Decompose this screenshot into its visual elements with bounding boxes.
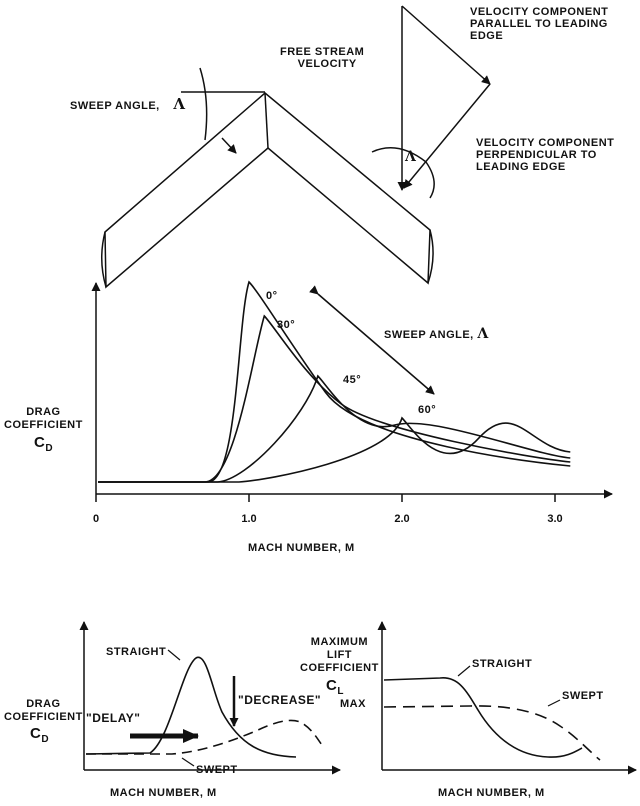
left-y-label-line-1: DRAG [26, 698, 61, 710]
free-stream-line-1: FREE STREAM [280, 46, 365, 58]
perpendicular-line-2: PERPENDICULAR TO [476, 149, 597, 161]
right-x-label: MACH NUMBER, M [438, 787, 545, 799]
sweep-angle-label [70, 95, 186, 113]
right-y-label-line-1: MAXIMUM [310, 636, 369, 648]
perpendicular-component-label [476, 137, 614, 173]
right-y-symbol-max: MAX [340, 698, 366, 710]
right-y-label-line-3: COEFFICIENT [300, 662, 379, 674]
main-x-label: MACH NUMBER, M [248, 542, 355, 554]
x-tick-label: 1.0 [241, 513, 257, 525]
wing-root-chord [265, 93, 268, 148]
straight-leader-line [168, 650, 180, 660]
x-tick-label: 3.0 [547, 513, 563, 525]
parallel-line-2: PARALLEL TO LEADING [470, 18, 608, 30]
main-y-label [4, 406, 83, 432]
right-straight-curve [384, 678, 582, 757]
sweep-angle-arrow-arc [318, 294, 434, 394]
main-y-symbol [34, 434, 54, 454]
perpendicular-line-3: LEADING EDGE [476, 161, 566, 173]
right-y-symbol [326, 677, 344, 697]
main-drag-chart [93, 282, 612, 525]
left-y-symbol-sub: D [41, 734, 50, 745]
left-y-label [4, 698, 83, 724]
free-stream-label [280, 46, 364, 70]
left-decrease-label: "DECREASE" [238, 693, 322, 707]
main-sweep-symbol: Λ [477, 326, 489, 342]
triangle-lambda-symbol: Λ [405, 149, 417, 165]
left-y-symbol-c: C [30, 725, 42, 742]
x-tick-label: 0 [92, 513, 100, 525]
main-sweep-label [384, 328, 489, 341]
left-y-label-line-2: COEFFICIENT [4, 711, 83, 723]
curve-label-0: 0° [266, 290, 278, 302]
main-y-label-line-2: COEFFICIENT [4, 419, 83, 431]
sweep-angle-symbol: Λ [173, 95, 186, 113]
main-drag-curves [98, 282, 570, 482]
drag-curve-60 [98, 418, 570, 482]
parallel-line-1: VELOCITY COMPONENT [470, 6, 609, 18]
parallel-component-label [470, 6, 608, 42]
swept-leader-line [182, 758, 194, 766]
left-straight-label: STRAIGHT [106, 646, 167, 658]
right-y-symbol-sub: L [337, 686, 344, 697]
right-y-label-line-2: LIFT [326, 649, 353, 661]
sweep-angle-text: SWEEP ANGLE, [70, 100, 160, 112]
parallel-line-3: EDGE [470, 30, 504, 42]
right-straight-label: STRAIGHT [472, 658, 533, 670]
right-swept-label: SWEPT [562, 690, 604, 702]
drag-curve-0 [98, 282, 570, 482]
left-x-label: MACH NUMBER, M [110, 787, 217, 799]
right-swept-leader [548, 700, 560, 706]
main-sweep-text: SWEEP ANGLE, [384, 329, 474, 341]
left-straight-curve [86, 657, 296, 757]
left-swept-label: SWEPT [196, 764, 238, 776]
left-swept-curve [86, 720, 324, 754]
triangle-lambda-label [405, 151, 416, 163]
curve-label-30: 30° [277, 319, 296, 331]
sweep-angle-arc [200, 68, 207, 140]
sweep-angle-arrow [222, 138, 236, 153]
main-y-symbol-sub: D [45, 443, 54, 454]
main-y-label-line-1: DRAG [26, 406, 61, 418]
free-stream-line-2: VELOCITY [297, 58, 357, 70]
right-straight-leader [458, 666, 470, 676]
drag-curve-45 [98, 376, 570, 482]
right-y-label [300, 636, 379, 675]
curve-label-60: 60° [418, 404, 437, 416]
left-y-symbol [30, 725, 50, 745]
right-y-symbol-c: C [326, 677, 338, 694]
right-swept-curve [384, 706, 600, 760]
left-delay-label: "DELAY" [86, 711, 141, 725]
main-y-symbol-c: C [34, 434, 46, 451]
x-tick-label: 2.0 [394, 513, 410, 525]
perpendicular-line-1: VELOCITY COMPONENT [476, 137, 615, 149]
main-x-ticks [93, 494, 563, 525]
wing-outline [105, 93, 430, 287]
curve-label-45: 45° [343, 374, 362, 386]
